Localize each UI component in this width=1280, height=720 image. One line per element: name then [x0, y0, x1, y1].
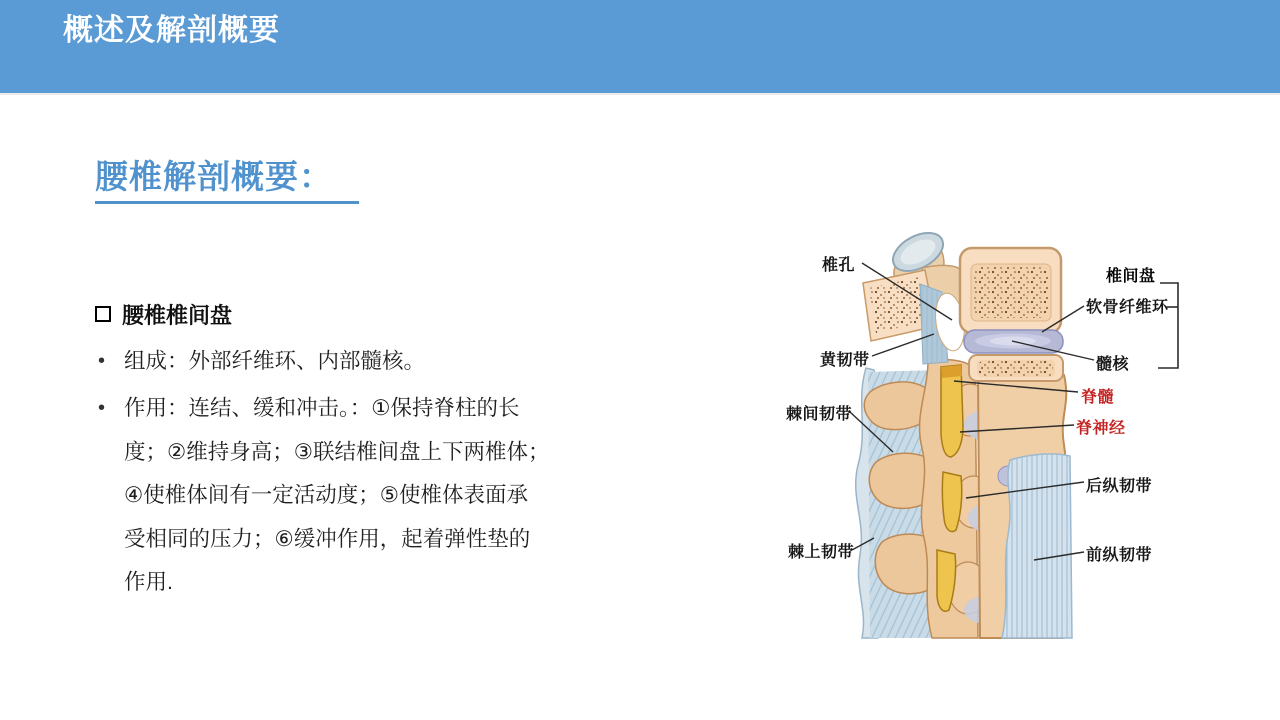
label-vertebral-foramen: 椎孔 — [822, 257, 856, 274]
spine-anatomy-diagram — [770, 220, 1280, 640]
label-intervertebral-disc: 椎间盘 — [1106, 268, 1156, 285]
section-title: 腰椎解剖概要： — [95, 151, 359, 204]
bullet-text: 组成：外部纤维环、内部髓核。 — [124, 349, 426, 373]
bullet-text-line: 作用：连结、缓和冲击。：①保持脊柱的长 — [124, 396, 520, 420]
bullet-text-line: ④使椎体间有一定活动度；⑤使椎体表面承 — [124, 483, 529, 508]
label-supraspinous-ligament: 棘上韧带 — [788, 544, 855, 561]
spine-illustration — [770, 220, 1280, 640]
bullet-text-line: 度；②维持身高；③联结椎间盘上下两椎体； — [124, 439, 550, 464]
dot-bullet-icon: • — [98, 350, 106, 372]
header-bar — [0, 0, 1280, 95]
bullet-item-composition — [95, 340, 624, 384]
label-anterior-longitudinal-ligament: 前纵韧带 — [1086, 547, 1153, 564]
label-posterior-longitudinal-ligament: 后纵韧带 — [1086, 478, 1153, 495]
square-bullet-icon — [95, 306, 111, 322]
content-heading — [95, 299, 232, 330]
label-annulus-fibrosus: 软骨纤维环 — [1086, 299, 1169, 316]
label-nucleus-pulposus: 髓核 — [1096, 356, 1130, 373]
bullet-text-line: 作用. — [124, 570, 173, 595]
header-title: 概述及解剖概要 — [63, 14, 280, 47]
label-interspinous-ligament: 棘间韧带 — [786, 406, 853, 423]
bullet-item-function — [95, 387, 599, 605]
dot-bullet-icon: • — [98, 397, 106, 419]
bullet-text-line: 受相同的压力；⑥缓冲作用，起着弹性垫的 — [124, 526, 531, 551]
label-ligamentum-flavum: 黄韧带 — [820, 352, 870, 369]
label-spinal-cord: 脊髓 — [1081, 389, 1115, 406]
label-spinal-nerve: 脊神经 — [1076, 420, 1126, 437]
content-heading-label: 腰椎椎间盘 — [122, 303, 233, 328]
